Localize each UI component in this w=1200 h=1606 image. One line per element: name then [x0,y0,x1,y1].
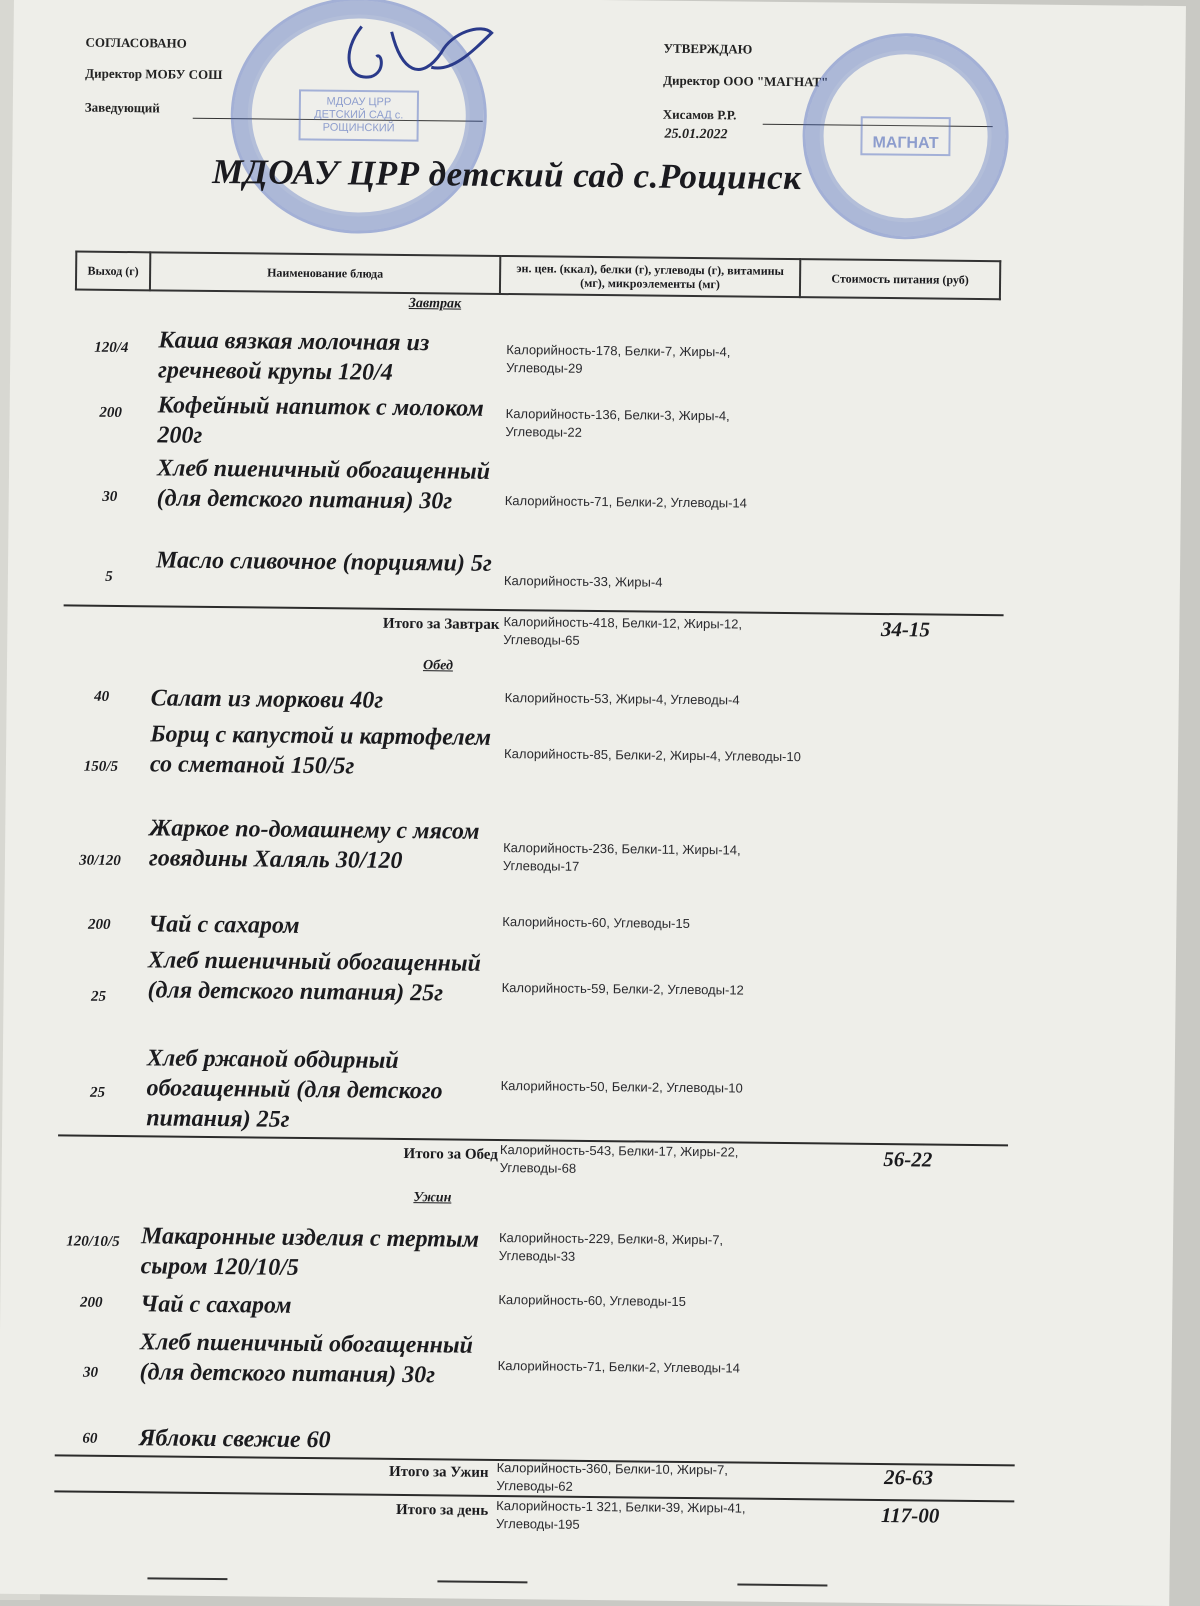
item-dish: Хлеб пшеничный обогащенный (для детского питания) 30г [156,455,491,515]
item-output: 25 [89,1084,106,1101]
item-dish: Макаронные изделия с тертым сыром 120/10/5 [140,1223,480,1281]
menu-table-header [75,251,1001,301]
day-total-label: Итого за день [395,1501,489,1519]
col-nutrition-header: эн. цен. (ккал), белки (г), углеводы (г), витамины (мг), микроэлементы (мг) [500,256,800,297]
item-output: 30/120 [79,852,121,870]
section-breakfast: Завтрак [408,296,462,312]
day-total-nutrition: Калорийность-1 321, Белки-39, Жиры-41, Углеводы-195 [495,1497,746,1532]
item-nutrition: Калорийность-71, Белки-2, Углеводы-14 [504,493,748,511]
lunch-total-nutrition: Калорийность-543, Белки-17, Жиры-22, Углеводы-68 [499,1142,739,1176]
dinner-total-cost: 26-63 [883,1465,934,1490]
item-output: 150/5 [83,758,119,775]
col-name-header: Наименование блюда [150,252,500,294]
col-output-header: Выход (г) [76,252,150,291]
item-output: 60 [82,1430,98,1447]
item-dish: Салат из моркови 40г [150,685,384,714]
item-output: 200 [79,1294,103,1311]
item-output: 200 [99,404,122,422]
item-nutrition: Калорийность-85, Белки-2, Жиры-4, Углеводы-10 [504,746,801,765]
lunch-total-label: Итого за Обед [403,1146,498,1163]
item-output: 30 [83,1364,99,1381]
agreed-label: СОГЛАСОВАНО [85,34,187,51]
item-dish: Хлеб пшеничный обогащенный (для детского питания) 30г [139,1329,474,1389]
item-dish: Хлеб ржаной обдирный обогащенный (для детского питания) 25г [146,1045,443,1133]
item-nutrition: Калорийность-60, Углеводы-15 [498,1292,687,1309]
item-dish: Яблоки свежие 60 [138,1425,331,1454]
head-label: Заведующий [84,99,160,116]
dinner-total-nutrition: Калорийность-360, Белки-10, Жиры-7, Углеводы-62 [496,1459,728,1494]
item-dish: Чай с сахаром [140,1291,292,1319]
company-stamp [802,32,1010,240]
item-nutrition: Калорийность-60, Углеводы-15 [502,914,690,931]
item-nutrition: Калорийность-53, Жиры-4, Углеводы-4 [504,690,740,708]
item-output: 5 [105,568,113,585]
item-nutrition: Калорийность-33, Жиры-4 [503,573,663,590]
kindergarten-stamp-text: МДОАУ ЦРР ДЕТСКИЙ САД с. РОЩИНСКИЙ [299,89,420,141]
approval-date: 25.01.2022 [664,126,728,143]
item-output: 120/10/5 [66,1233,120,1251]
item-nutrition: Калорийность-178, Белки-7, Жиры-4, Углеводы-29 [506,342,731,376]
item-nutrition: Калорийность-50, Белки-2, Углеводы-10 [500,1078,743,1096]
item-output: 40 [94,688,110,705]
handwritten-signature [331,11,502,103]
item-nutrition: Калорийность-236, Белки-11, Жиры-14, Углеводы-17 [502,840,741,874]
item-dish: Борщ с капустой и картофелем со сметаной 150/5г [149,721,492,780]
item-output: 120/4 [94,339,129,357]
item-nutrition: Калорийность-229, Белки-8, Жиры-7, Углеводы-33 [498,1230,724,1264]
item-output: 30 [102,488,118,505]
page-title: МДОАУ ЦРР детский сад с.Рощинск [211,151,802,198]
day-total-cost: 117-00 [880,1503,940,1528]
item-dish: Чай с сахаром [148,911,300,939]
item-output: 25 [90,988,107,1005]
item-dish: Каша вязкая молочная из гречневой крупы 120/4 [157,327,430,386]
dinner-total-label: Итого за Ужин [388,1463,489,1481]
company-stamp-text: МАГНАТ [860,116,950,156]
item-nutrition: Калорийность-59, Белки-2, Углеводы-12 [501,980,744,998]
director-name: Хисамов Р.Р. [662,106,737,123]
item-nutrition: Калорийность-71, Белки-2, Углеводы-14 [497,1358,740,1376]
breakfast-total-nutrition: Калорийность-418, Белки-12, Жиры-12, Углеводы-65 [503,614,743,648]
school-director-label: Директор МОБУ СОШ [85,65,223,83]
item-dish: Хлеб пшеничный обогащенный (для детского питания) 25г [147,947,482,1007]
signature-line [737,1584,827,1587]
col-cost-header: Стоимость питания (руб) [800,259,1000,299]
company-director-label: Директор ООО "МАГНАТ" [663,72,829,90]
section-dinner: Ужин [413,1190,452,1206]
breakfast-total-label: Итого за Завтрак [382,615,500,633]
approved-label: УТВЕРЖДАЮ [663,40,753,57]
item-nutrition: Калорийность-136, Белки-3, Жиры-4, Углеводы-22 [505,406,730,440]
item-dish: Масло сливочное (порциями) 5г [155,547,492,577]
section-lunch: Обед [422,658,454,674]
lunch-total-cost: 56-22 [883,1147,933,1172]
signature-line [437,1580,527,1583]
item-dish: Кофейный напиток с молоком 200г [157,392,484,449]
item-output: 200 [87,916,111,933]
item-dish: Жаркое по-домашнему с мясом говядины Халяль 30/120 [148,815,480,874]
signature-line [147,1577,227,1580]
breakfast-total-cost: 34-15 [880,616,931,642]
